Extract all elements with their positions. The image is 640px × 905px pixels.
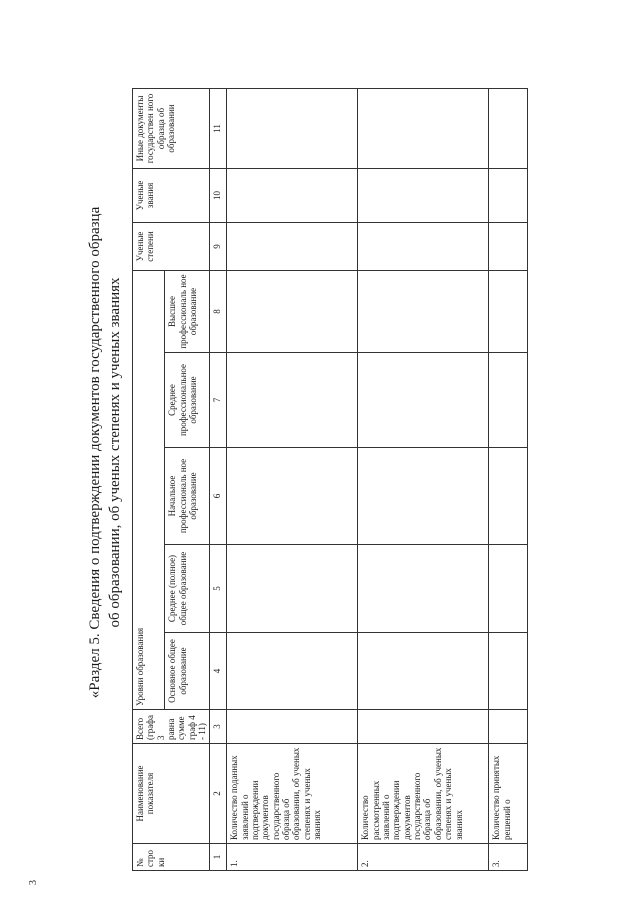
header-education-levels: Уровни образования	[133, 271, 165, 710]
column-number: 6	[210, 448, 227, 545]
data-cell	[358, 169, 489, 223]
column-number: 11	[210, 89, 227, 169]
data-cell	[489, 169, 528, 223]
header-higher-vocational-education: Высшее профессиональ ное образование	[165, 271, 210, 353]
row-number: 1.	[227, 844, 358, 871]
column-number: 8	[210, 271, 227, 353]
data-cell	[227, 545, 358, 633]
column-number: 9	[210, 223, 227, 271]
data-cell	[227, 353, 358, 448]
data-cell	[489, 223, 528, 271]
data-cell	[227, 89, 358, 169]
column-number: 10	[210, 169, 227, 223]
table-row	[489, 89, 528, 871]
data-cell	[489, 89, 528, 169]
column-number: 7	[210, 353, 227, 448]
data-cell	[227, 448, 358, 545]
data-cell	[227, 169, 358, 223]
header-basic-general-education: Основное общее образование	[165, 633, 210, 710]
row-number: 2.	[358, 844, 489, 871]
data-cell	[227, 271, 358, 353]
header-secondary-full-general-education: Среднее (полное) общее образование	[165, 545, 210, 633]
row-number: 3.	[489, 844, 528, 871]
data-cell	[489, 271, 528, 353]
column-number: 5	[210, 545, 227, 633]
data-cell	[358, 223, 489, 271]
header-primary-vocational-education: Начальное профессиональ ное образование	[165, 448, 210, 545]
column-number: 1	[210, 844, 227, 871]
data-cell	[489, 353, 528, 448]
data-cell	[358, 633, 489, 710]
section-title-line-2: об образовании, об ученых степенях и ученых званиях	[107, 277, 123, 628]
data-cell	[227, 223, 358, 271]
header-academic-titles: Ученые звания	[133, 169, 210, 223]
data-cell	[358, 89, 489, 169]
section-5-table	[132, 88, 528, 871]
header-row-number: № стро ки	[133, 844, 210, 871]
column-number: 3	[210, 710, 227, 744]
data-cell	[489, 633, 528, 710]
column-number: 4	[210, 633, 227, 710]
data-cell	[358, 710, 489, 744]
data-cell	[358, 353, 489, 448]
section-title-line-1: «Раздел 5. Сведения о подтверждении документов государственного образца	[87, 206, 103, 699]
data-cell	[358, 271, 489, 353]
data-cell	[489, 545, 528, 633]
data-cell	[358, 545, 489, 633]
header-total: Всего (графа 3 равна сумме граф 4 - 11)	[133, 710, 210, 744]
data-cell	[227, 710, 358, 744]
column-number: 2	[210, 744, 227, 844]
data-cell	[227, 633, 358, 710]
table-row	[227, 89, 358, 871]
row-indicator-name: Количество рассмотренных заявлений о подтверждении документов государственного образца об образовании, об ученых степенях и ученых званиях	[358, 744, 489, 844]
header-other-documents: Иные документы государствен ного образца об образовании	[133, 89, 210, 169]
header-secondary-vocational-education: Среднее профессиональное образование	[165, 353, 210, 448]
row-indicator-name: Количество принятых решений о	[489, 744, 528, 844]
page-number: 3	[28, 880, 39, 885]
row-indicator-name: Количество поданных заявлений о подтверждении документов государственного образца об образовании, об ученых степенях и ученых званиях	[227, 744, 358, 844]
data-cell	[489, 710, 528, 744]
data-cell	[358, 448, 489, 545]
header-academic-degrees: Ученые степени	[133, 223, 210, 271]
header-row	[133, 89, 165, 871]
data-cell	[489, 448, 528, 545]
column-numbers-row	[210, 89, 227, 871]
header-indicator-name: Наименование показателя	[133, 744, 210, 844]
table-row	[358, 89, 489, 871]
